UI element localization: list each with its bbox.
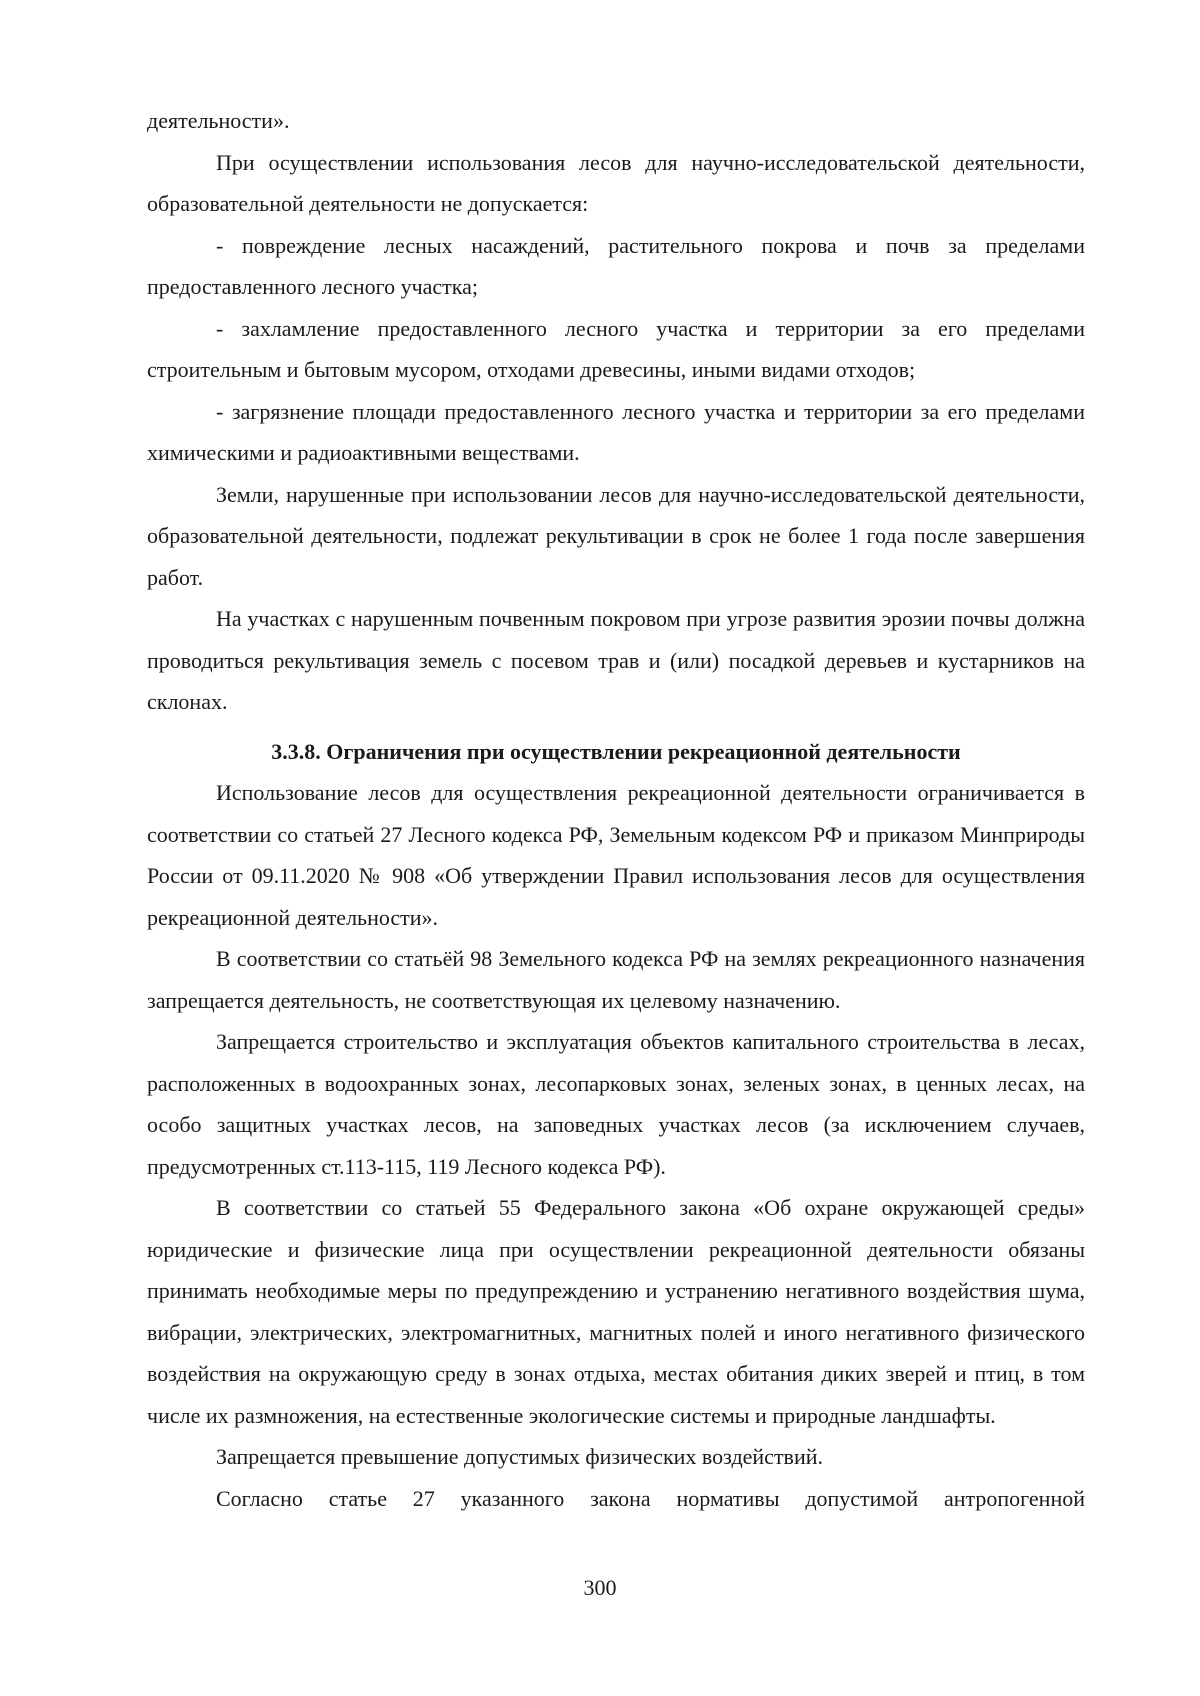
- section-heading: 3.3.8. Ограничения при осуществлении рекреационной деятельности: [271, 738, 961, 764]
- list-item: - повреждение лесных насаждений, растительного покрова и почв за пределами предоставленного лесного участка;: [147, 232, 1085, 299]
- paragraph: При осуществлении использования лесов для научно-исследовательской деятельности, образовательной деятельности не допускается:: [147, 149, 1085, 216]
- paragraph: Земли, нарушенные при использовании лесов для научно-исследовательской деятельности, образовательной деятельности, подлежат рекультивации в срок не более 1 года после завершения работ.: [147, 481, 1085, 590]
- paragraph: деятельности».: [147, 108, 290, 133]
- paragraph: На участках с нарушенным почвенным покровом при угрозе развития эрозии почвы должна проводиться рекультивация земель с посевом трав и (или) посадкой деревьев и кустарников на склонах.: [147, 606, 1085, 714]
- paragraph: Использование лесов для осуществления рекреационной деятельности ограничивается в соответствии со статьей 27 Лесного кодекса РФ, Земельным кодексом РФ и приказом Минприроды России от 09.11.2020 № 908 «Об утверждении Правил использования лесов для осуществления рекреационной деятельности».: [147, 780, 1085, 930]
- list-item: - загрязнение площади предоставленного лесного участка и территории за его пределами химическими и радиоактивными веществами.: [147, 398, 1085, 465]
- page-number: 300: [583, 1575, 617, 1600]
- paragraph: В соответствии со статьёй 98 Земельного кодекса РФ на землях рекреационного назначения запрещается деятельность, не соответствующая их целевому назначению.: [147, 946, 1085, 1013]
- list-item: - захламление предоставленного лесного участка и территории за его пределами строительным и бытовым мусором, отходами древесины, иными видами отходов;: [147, 315, 1085, 382]
- paragraph: Запрещается превышение допустимых физических воздействий.: [216, 1444, 823, 1469]
- paragraph: Согласно статье 27 указанного закона нормативы допустимой антропогенной: [216, 1485, 1085, 1511]
- paragraph: Запрещается строительство и эксплуатация объектов капитального строительства в лесах, расположенных в водоохранных зонах, лесопарковых зонах, зеленых зонах, в ценных лесах, на особо защитных участках лесов, на заповедных участках лесов (за исключением случаев, предусмотренных ст.113-115, 119 Лесного кодекса РФ).: [147, 1029, 1085, 1179]
- document-page: [147, 100, 1085, 1519]
- paragraph: В соответствии со статьей 55 Федерального закона «Об охране окружающей среды» юридические и физические лица при осуществлении рекреационной деятельности обязаны принимать необходимые меры по предупреждению и устранению негативного воздействия шума, вибрации, электрических, электромагнитных, магнитных полей и иного негативного физического воздействия на окружающую среду в зонах отдыха, местах обитания диких зверей и птиц, в том числе их размножения, на естественные экологические системы и природные ландшафты.: [147, 1195, 1085, 1428]
